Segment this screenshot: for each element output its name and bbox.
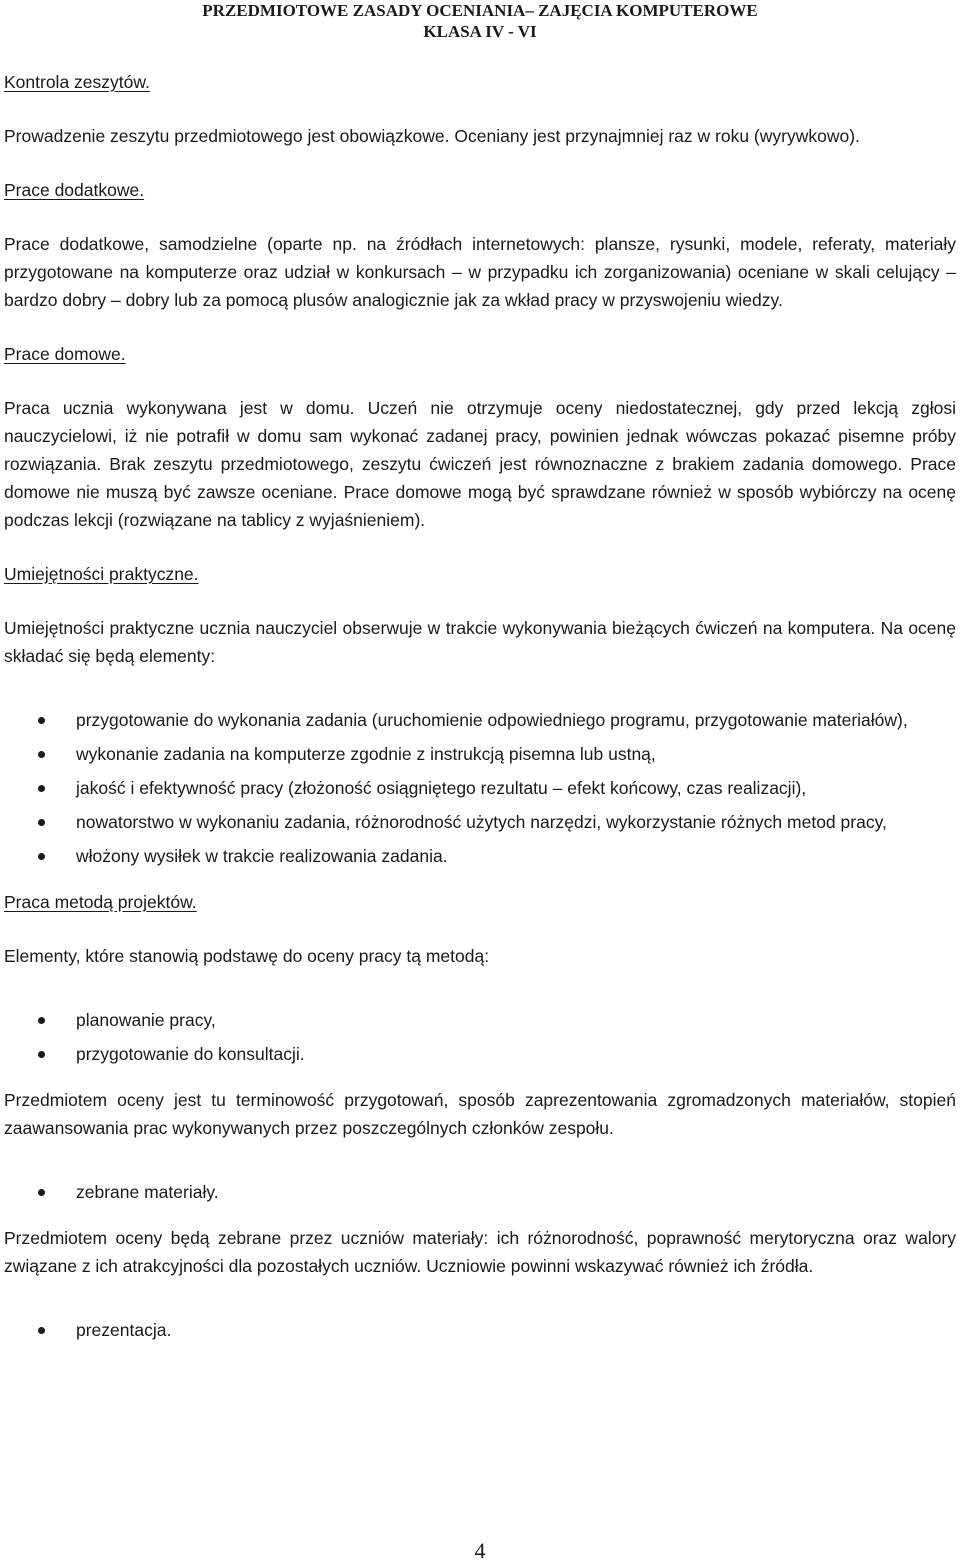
bullet-icon (38, 819, 45, 826)
bullet-icon (38, 751, 45, 758)
list-item (4, 774, 956, 802)
bullet-icon (38, 785, 45, 792)
page-header (0, 0, 960, 42)
paragraph-kontrola-zeszytow: Prowadzenie zeszytu przedmiotowego jest obowiązkowe. Oceniany jest przynajmniej raz w roku (wyrywkowo). (4, 126, 860, 146)
header-subtitle: KLASA IV - VI (423, 22, 537, 41)
bullet-icon (38, 1051, 45, 1058)
list-item-text: przygotowanie do konsultacji. (76, 1044, 305, 1064)
paragraph-projekty-materialy: Przedmiotem oceny będą zebrane przez uczniów materiały: ich różnorodność, poprawność merytoryczna oraz walory związane z ich atrakcyjności dla pozostałych uczniów. Uczniowie powinni wskazywać również ich źródła. (4, 1228, 956, 1276)
paragraph-prace-domowe: Praca ucznia wykonywana jest w domu. Uczeń nie otrzymuje oceny niedostatecznej, gdy przed lekcją zgłosi nauczycielowi, iż nie potrafił w domu sam wykonać zadanej pracy, powinien jednak wówczas pokazać pisemne próby rozwiązania. Brak zeszytu przedmiotowego, zeszytu ćwiczeń jest równoznaczne z brakiem zadania domowego. Prace domowe nie muszą być zawsze oceniane. Prace domowe mogą być sprawdzane również w sposób wybiórczy na ocenę podczas lekcji (rozwiązane na tablicy z wyjaśnieniem). (4, 398, 956, 530)
list-projekty-1 (4, 1006, 956, 1068)
heading-praca-metoda-projektow: Praca metodą projektów. (4, 892, 197, 912)
heading-umiejetnosci-praktyczne: Umiejętności praktyczne. (4, 564, 199, 584)
paragraph-projekty-terminowosc: Przedmiotem oceny jest tu terminowość przygotowań, sposób zaprezentowania zgromadzonych materiałów, stopień zaawansowania prac wykonywanych przez poszczególnych członków zespołu. (4, 1090, 956, 1138)
list-item-text: włożony wysiłek w trakcie realizowania zadania. (76, 846, 448, 866)
list-elementy-oceny (4, 706, 956, 870)
document-body (4, 68, 956, 1362)
list-item (4, 1178, 956, 1206)
list-projekty-3 (4, 1316, 956, 1344)
bullet-icon (38, 1327, 45, 1334)
page-number: 4 (474, 1538, 486, 1563)
list-item (4, 740, 956, 768)
list-item-text: przygotowanie do wykonania zadania (uruchomienie odpowiedniego programu, przygotowanie materiałów), (76, 710, 908, 730)
list-item (4, 706, 956, 734)
paragraph-umiejetnosci-praktyczne: Umiejętności praktyczne ucznia nauczyciel obserwuje w trakcie wykonywania bieżących ćwiczeń na komputera. Na ocenę składać się będą elementy: (4, 618, 956, 666)
heading-prace-dodatkowe: Prace dodatkowe. (4, 180, 145, 200)
bullet-icon (38, 1017, 45, 1024)
paragraph-projekty-intro: Elementy, które stanowią podstawę do oceny pracy tą metodą: (4, 946, 490, 966)
list-item-text: nowatorstwo w wykonaniu zadania, różnorodność użytych narzędzi, wykorzystanie różnych metod pracy, (76, 812, 887, 832)
list-item (4, 808, 956, 836)
list-item (4, 1006, 956, 1034)
list-item-text: jakość i efektywność pracy (złożoność osiągniętego rezultatu – efekt końcowy, czas realizacji), (76, 778, 807, 798)
list-item-text: prezentacja. (76, 1320, 172, 1340)
header-title: PRZEDMIOTOWE ZASADY OCENIANIA– ZAJĘCIA KOMPUTEROWE (202, 1, 758, 20)
bullet-icon (38, 853, 45, 860)
list-item (4, 842, 956, 870)
heading-prace-domowe: Prace domowe. (4, 344, 126, 364)
paragraph-prace-dodatkowe: Prace dodatkowe, samodzielne (oparte np. na źródłach internetowych: plansze, rysunki, modele, referaty, materiały przygotowane na komputerze oraz udział w konkursach – w przypadku ich zorganizowania) oceniane w skali celujący – bardzo dobry – dobry lub za pomocą plusów analogicznie jak za wkład pracy w przyswojeniu wiedzy. (4, 234, 956, 310)
bullet-icon (38, 717, 45, 724)
list-item-text: wykonanie zadania na komputerze zgodnie z instrukcją pisemna lub ustną, (76, 744, 656, 764)
list-item (4, 1316, 956, 1344)
list-item-text: planowanie pracy, (76, 1010, 216, 1030)
heading-kontrola-zeszytow: Kontrola zeszytów. (4, 72, 150, 92)
bullet-icon (38, 1189, 45, 1196)
list-projekty-2 (4, 1178, 956, 1206)
list-item-text: zebrane materiały. (76, 1182, 219, 1202)
list-item (4, 1040, 956, 1068)
